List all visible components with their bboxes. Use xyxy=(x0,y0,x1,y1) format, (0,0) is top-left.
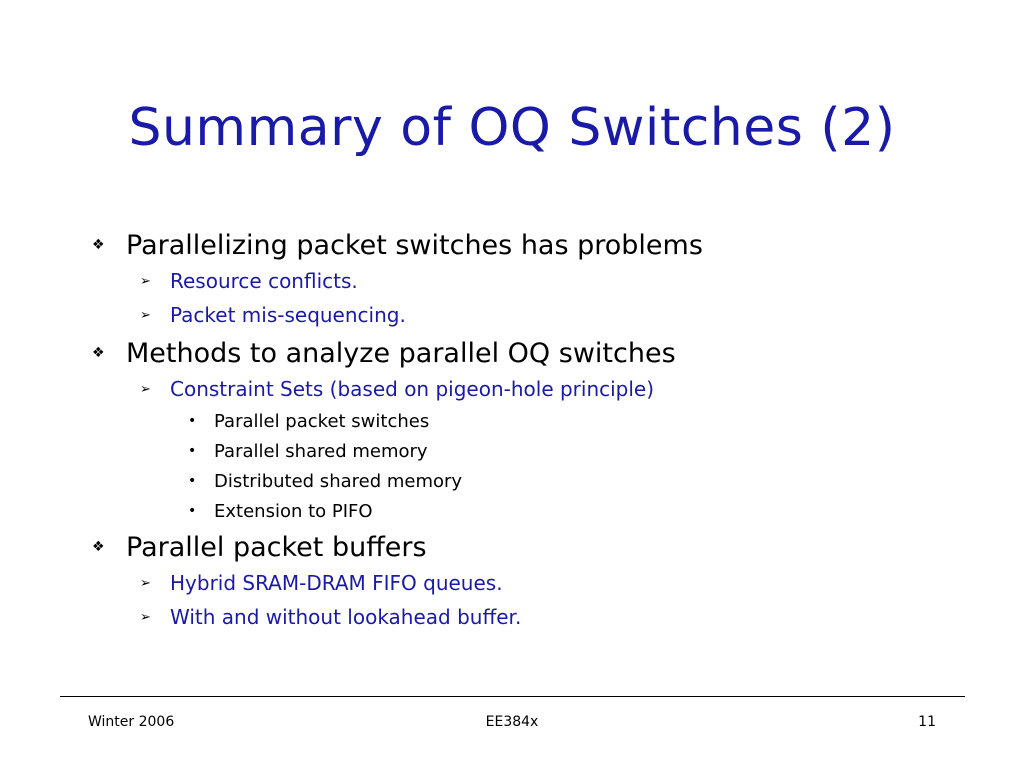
sub-sub-bullet-text: Extension to PIFO xyxy=(214,500,373,522)
slide-title: Summary of OQ Switches (2) xyxy=(128,98,896,158)
bullet-item xyxy=(92,334,992,372)
footer-page-number: 11 xyxy=(918,714,936,730)
sub-bullet-text: Packet mis-sequencing. xyxy=(170,303,406,327)
dot-bullet-icon: • xyxy=(188,503,197,519)
sub-sub-bullet-item xyxy=(92,496,992,526)
sub-bullet-text: Hybrid SRAM-DRAM FIFO queues. xyxy=(170,571,503,595)
sub-bullet-item xyxy=(92,600,992,634)
dot-bullet-icon: • xyxy=(188,413,197,429)
sub-sub-bullet-item xyxy=(92,436,992,466)
bullet-text: Parallel packet buffers xyxy=(126,531,427,563)
sub-sub-bullet-text: Parallel packet switches xyxy=(214,410,430,432)
sub-bullet-item xyxy=(92,372,992,406)
sub-bullet-item xyxy=(92,566,992,600)
arrow-bullet-icon: ➢ xyxy=(140,273,151,289)
sub-bullet-text: Resource conflicts. xyxy=(170,269,358,293)
arrow-bullet-icon: ➢ xyxy=(140,381,151,397)
bullet-item xyxy=(92,226,992,264)
sub-sub-bullet-text: Distributed shared memory xyxy=(214,470,463,492)
sub-sub-bullet-text: Parallel shared memory xyxy=(214,440,428,462)
sub-sub-bullet-item xyxy=(92,406,992,436)
bullet-text: Parallelizing packet switches has problems xyxy=(126,229,703,261)
dot-bullet-icon: • xyxy=(188,473,197,489)
arrow-bullet-icon: ➢ xyxy=(140,609,151,625)
arrow-bullet-icon: ➢ xyxy=(140,307,151,323)
bullet-item xyxy=(92,528,992,566)
footer-course: EE384x xyxy=(485,714,539,730)
arrow-bullet-icon: ➢ xyxy=(140,575,151,591)
diamond-bullet-icon: ❖ xyxy=(92,345,105,361)
sub-bullet-item xyxy=(92,298,992,332)
sub-bullet-text: With and without lookahead buffer. xyxy=(170,605,522,629)
sub-sub-bullet-item xyxy=(92,466,992,496)
sub-bullet-text: Constraint Sets (based on pigeon-hole principle) xyxy=(170,377,655,401)
bullet-list xyxy=(92,224,992,634)
diamond-bullet-icon: ❖ xyxy=(92,237,105,253)
footer-date: Winter 2006 xyxy=(88,714,175,730)
sub-bullet-item xyxy=(92,264,992,298)
footer-divider xyxy=(60,696,965,697)
dot-bullet-icon: • xyxy=(188,443,197,459)
bullet-text: Methods to analyze parallel OQ switches xyxy=(126,337,676,369)
diamond-bullet-icon: ❖ xyxy=(92,539,105,555)
